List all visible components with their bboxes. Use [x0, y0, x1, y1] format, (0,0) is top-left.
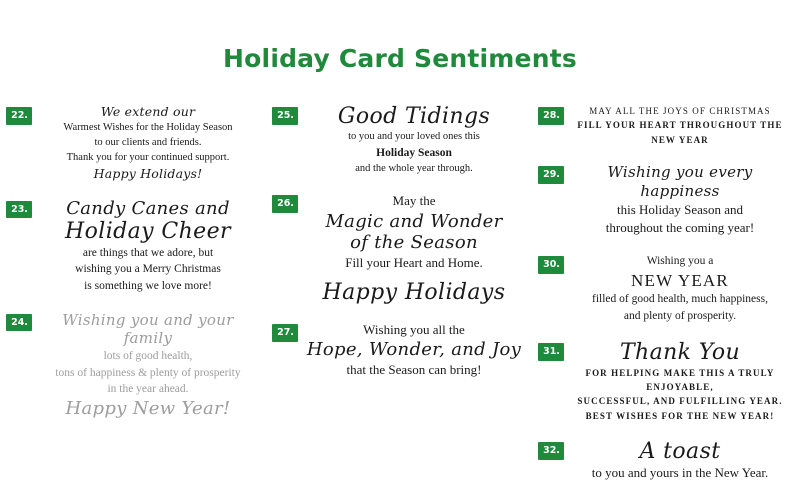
- sentiments-column: [266, 104, 532, 395]
- sentiment-line: that the Season can bring!: [346, 362, 482, 378]
- sentiment-entry: [272, 192, 526, 305]
- sentiment-entry: [538, 439, 792, 482]
- sentiment-line: Good Tidings: [337, 104, 491, 129]
- sentiment-line: MAY ALL THE JOYS OF CHRISTMAS: [589, 106, 771, 116]
- sentiment-line: Holiday Cheer: [65, 219, 231, 245]
- sentiment-entry: [538, 163, 792, 237]
- sentiment-line: Happy New Year!: [65, 398, 231, 420]
- sentiment-line: filled of good health, much happiness,: [592, 292, 768, 305]
- sentiment-line: Magic and Wonder: [325, 210, 503, 232]
- sentiment-line: NEW YEAR: [631, 270, 729, 290]
- sentiment-line: tons of happiness & plenty of prosperity: [55, 366, 241, 379]
- sentiment-number-badge: 26.: [272, 195, 298, 213]
- sentiments-column: [0, 104, 266, 436]
- sentiment-line: and the whole year through.: [355, 163, 473, 175]
- sentiment-line: We extend our: [100, 104, 196, 119]
- sentiment-line: Happy Holidays!: [93, 165, 203, 181]
- sentiment-number-badge: 29.: [538, 166, 564, 184]
- sentiment-text: [564, 253, 792, 324]
- sentiment-text: [564, 104, 792, 147]
- sentiment-line: are things that we adore, but: [82, 246, 214, 259]
- sentiment-line: in the year ahead.: [107, 383, 189, 396]
- sentiment-line: Wishing you every happiness: [607, 163, 753, 200]
- sentiment-text: [564, 340, 792, 423]
- sentiment-line: of the Season: [350, 232, 478, 254]
- sentiment-text: [564, 163, 792, 237]
- sentiment-number-badge: 22.: [6, 107, 32, 125]
- sentiment-line: SUCCESSFUL, AND FULFILLING YEAR.: [577, 396, 783, 407]
- sentiment-entry: [538, 104, 792, 147]
- sentiment-number-badge: 28.: [538, 107, 564, 125]
- sentiment-entry: [272, 321, 526, 379]
- sentiment-line: Thank you for your continued support.: [66, 152, 230, 164]
- sentiment-entry: [6, 104, 260, 182]
- sentiment-entry: [538, 340, 792, 423]
- sentiment-text: [32, 311, 260, 420]
- sentiment-number-badge: 32.: [538, 442, 564, 460]
- sentiment-line: [306, 272, 522, 280]
- sentiment-number-badge: 30.: [538, 256, 564, 274]
- sentiment-line: Happy Holidays: [322, 279, 506, 305]
- sentiment-line: FILL YOUR HEART THROUGHOUT THE NEW YEAR: [577, 120, 783, 145]
- sentiments-columns: [0, 104, 800, 499]
- sentiment-line: BEST WISHES FOR THE NEW YEAR!: [585, 410, 775, 421]
- sentiment-entry: [6, 198, 260, 295]
- sentiment-entry: [272, 104, 526, 176]
- sentiment-line: Wishing you a: [646, 255, 714, 268]
- sentiment-number-badge: 31.: [538, 343, 564, 361]
- sentiment-entry: [6, 311, 260, 420]
- sentiment-line: Holiday Season: [376, 146, 452, 159]
- sentiment-number-badge: 24.: [6, 314, 32, 332]
- sentiment-text: [564, 439, 792, 482]
- sentiment-line: to you and your loved ones this: [348, 131, 480, 143]
- page-title: Holiday Card Sentiments: [223, 44, 577, 73]
- sentiment-number-badge: 25.: [272, 107, 298, 125]
- sentiment-line: Wishing you and your family: [62, 310, 234, 348]
- sentiment-line: wishing you a Merry Christmas: [75, 263, 221, 276]
- sentiment-entry: [538, 253, 792, 324]
- sentiment-line: and plenty of prosperity.: [623, 309, 737, 322]
- sentiment-line: Warmest Wishes for the Holiday Season: [63, 122, 233, 133]
- sentiment-line: Hope, Wonder, and Joy: [306, 339, 522, 361]
- sentiment-text: [298, 321, 526, 379]
- sentiment-text: [298, 192, 526, 305]
- sentiment-line: to you and yours in the New Year.: [591, 465, 769, 481]
- sentiment-line: May the: [392, 193, 436, 209]
- sentiment-line: is something we love more!: [84, 279, 212, 292]
- sentiment-line: Thank You: [619, 340, 741, 366]
- sentiment-line: Candy Canes and: [66, 197, 230, 219]
- sentiment-line: lots of good health,: [103, 350, 193, 363]
- sentiment-line: throughout the coming year!: [605, 219, 755, 235]
- sentiment-line: Wishing you all the: [363, 322, 465, 338]
- sentiment-text: [32, 198, 260, 295]
- sentiment-line: FOR HELPING MAKE THIS A TRULY ENJOYABLE,: [585, 367, 775, 392]
- sentiment-number-badge: 27.: [272, 324, 298, 342]
- sentiments-column: [532, 104, 798, 499]
- sentiment-text: [298, 104, 526, 176]
- sentiment-text: [32, 104, 260, 182]
- sentiment-number-badge: 23.: [6, 201, 32, 219]
- sentiment-line: this Holiday Season and: [616, 201, 743, 217]
- sentiment-line: A toast: [639, 439, 721, 465]
- sentiment-line: to our clients and friends.: [94, 137, 202, 149]
- sentiment-line: Fill your Heart and Home.: [345, 254, 483, 270]
